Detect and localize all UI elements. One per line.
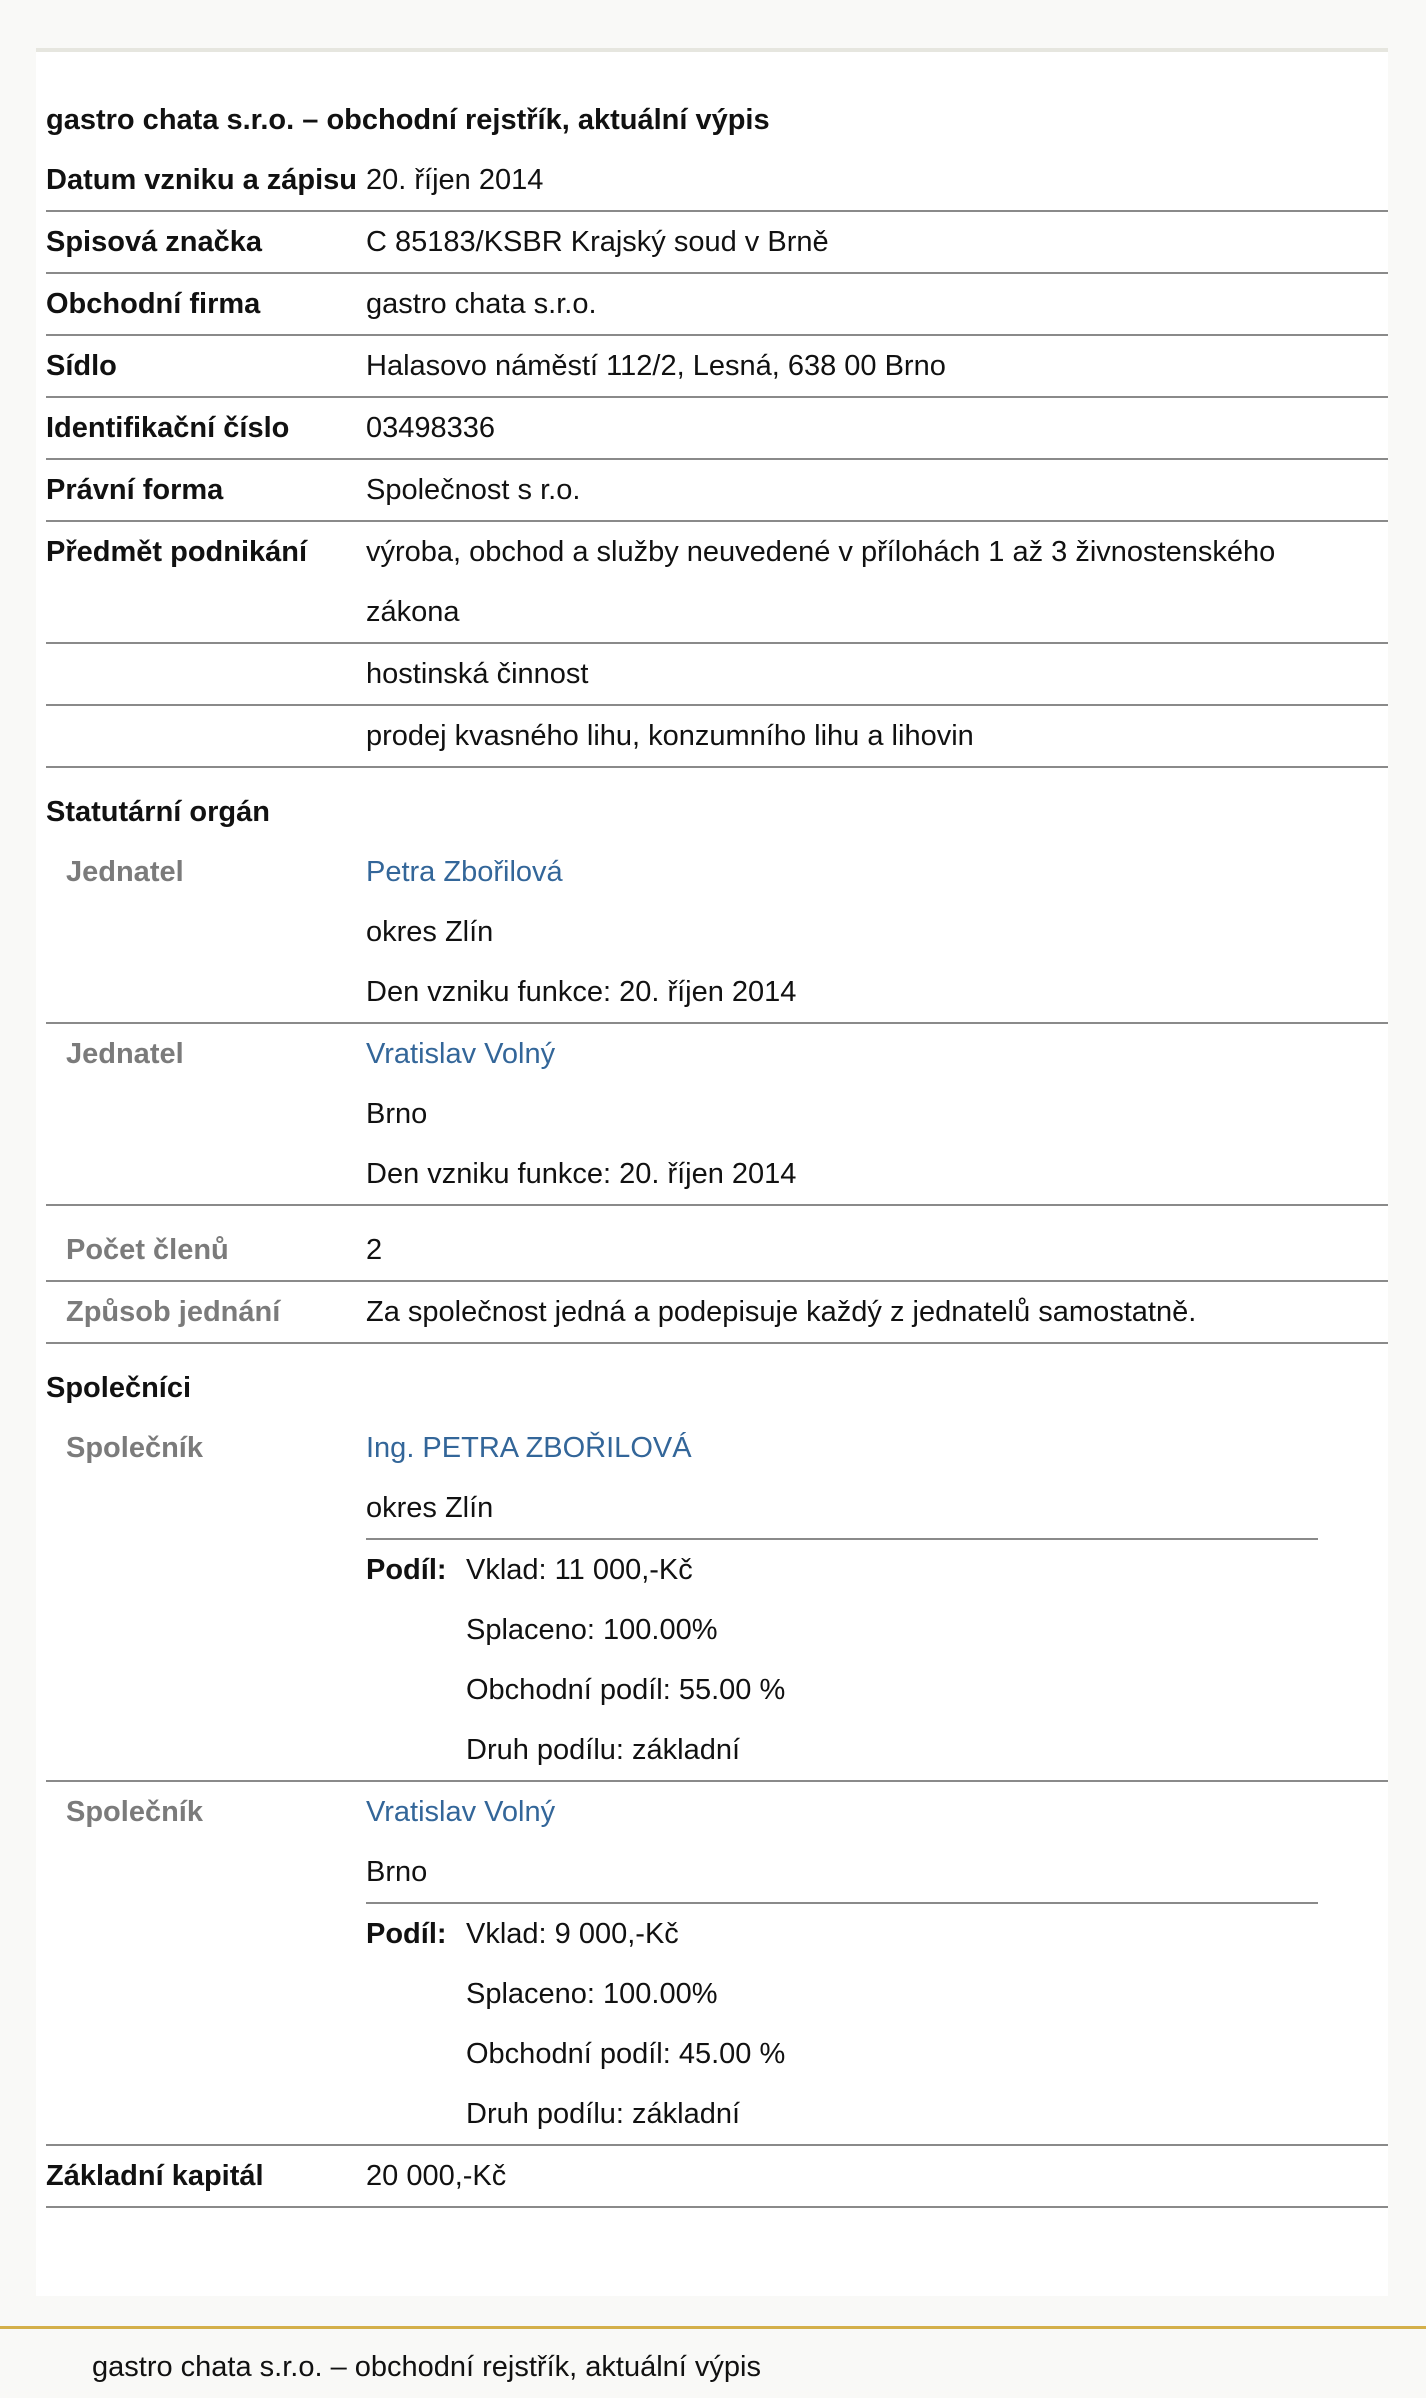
row-ico	[46, 398, 1388, 460]
row-pravni-forma	[46, 460, 1388, 522]
share-vklad: Vklad: 11 000,-Kč	[466, 1554, 693, 1586]
row-spisova-znacka	[46, 212, 1388, 274]
person-link[interactable]: Ing. PETRA ZBOŘILOVÁ	[366, 1432, 692, 1464]
row-value: 03498336	[366, 412, 496, 444]
row-value: prodej kvasného lihu, konzumního lihu a lihovin	[366, 720, 974, 752]
share-block	[366, 1904, 1348, 2144]
share-splaceno: Splaceno: 100.00%	[466, 1978, 718, 2010]
row-value: Společnost s r.o.	[366, 474, 581, 506]
row-label: Spisová značka	[46, 226, 262, 258]
row-label: Datum vzniku a zápisu	[46, 164, 358, 196]
footer-text: gastro chata s.r.o. – obchodní rejstřík, aktuální výpis	[92, 2351, 761, 2383]
row-label: Právní forma	[46, 474, 224, 506]
row-label: Sídlo	[46, 350, 117, 382]
person-place: Brno	[366, 1098, 428, 1130]
person-link[interactable]: Vratislav Volný	[366, 1038, 556, 1070]
row-zpusob-jednani	[46, 1282, 1388, 1344]
person-place: okres Zlín	[366, 1492, 494, 1524]
share-label: Podíl:	[366, 1554, 447, 1586]
register-content	[46, 52, 1388, 2208]
row-sidlo	[46, 336, 1388, 398]
person-link[interactable]: Petra Zbořilová	[366, 856, 563, 888]
section-heading-spolecnici: Společníci	[46, 1372, 192, 1404]
row-value: Halasovo náměstí 112/2, Lesná, 638 00 Brno	[366, 350, 946, 382]
row-value: Za společnost jedná a podepisuje každý z jednatelů samostatně.	[366, 1296, 1197, 1328]
role-label: Jednatel	[66, 856, 184, 888]
role-label: Společník	[66, 1796, 203, 1828]
role-label: Společník	[66, 1432, 203, 1464]
page-title: gastro chata s.r.o. – obchodní rejstřík, aktuální výpis	[46, 104, 770, 136]
row-label: Způsob jednání	[66, 1296, 281, 1328]
row-obchodni-firma	[46, 274, 1388, 336]
row-value: hostinská činnost	[366, 658, 589, 690]
share-vklad: Vklad: 9 000,-Kč	[466, 1918, 679, 1950]
row-value: 2	[366, 1234, 383, 1266]
register-card	[36, 48, 1388, 2296]
jednatel-row	[46, 1024, 1388, 1206]
spolecnik-row	[46, 1418, 1388, 1782]
row-label: Předmět podnikání	[46, 536, 308, 568]
spolecnik-row	[46, 1782, 1388, 2146]
row-value: výroba, obchod a služby neuvedené v přílohách 1 až 3 živnostenského zákona	[366, 536, 1276, 628]
share-podil: Obchodní podíl: 45.00 %	[466, 2038, 786, 2070]
person-link[interactable]: Vratislav Volný	[366, 1796, 556, 1828]
section-heading-statutarni: Statutární orgán	[46, 796, 270, 828]
person-place: okres Zlín	[366, 916, 494, 948]
row-label: Počet členů	[66, 1234, 229, 1266]
jednatel-row	[46, 842, 1388, 1024]
row-pocet-clenu	[46, 1206, 1388, 1282]
row-predmet-podnikani	[46, 522, 1388, 644]
share-druh: Druh podílu: základní	[466, 1734, 741, 1766]
row-value: 20. říjen 2014	[366, 164, 544, 196]
row-predmet-podnikani-3	[46, 706, 1388, 768]
share-block	[366, 1540, 1348, 1780]
row-value: gastro chata s.r.o.	[366, 288, 597, 320]
row-predmet-podnikani-2	[46, 644, 1388, 706]
row-datum-vzniku	[46, 150, 1388, 212]
row-label: Základní kapitál	[46, 2160, 264, 2192]
row-value: C 85183/KSBR Krajský soud v Brně	[366, 226, 829, 258]
person-since: Den vzniku funkce: 20. říjen 2014	[366, 976, 797, 1008]
share-label: Podíl:	[366, 1918, 447, 1950]
share-splaceno: Splaceno: 100.00%	[466, 1614, 718, 1646]
row-value: 20 000,-Kč	[366, 2160, 507, 2192]
footer-bar	[0, 2326, 1426, 2398]
row-label: Identifikační číslo	[46, 412, 290, 444]
row-label: Obchodní firma	[46, 288, 261, 320]
row-zakladni-kapital	[46, 2146, 1388, 2208]
role-label: Jednatel	[66, 1038, 184, 1070]
share-druh: Druh podílu: základní	[466, 2098, 741, 2130]
person-since: Den vzniku funkce: 20. říjen 2014	[366, 1158, 797, 1190]
share-podil: Obchodní podíl: 55.00 %	[466, 1674, 786, 1706]
person-place: Brno	[366, 1856, 428, 1888]
